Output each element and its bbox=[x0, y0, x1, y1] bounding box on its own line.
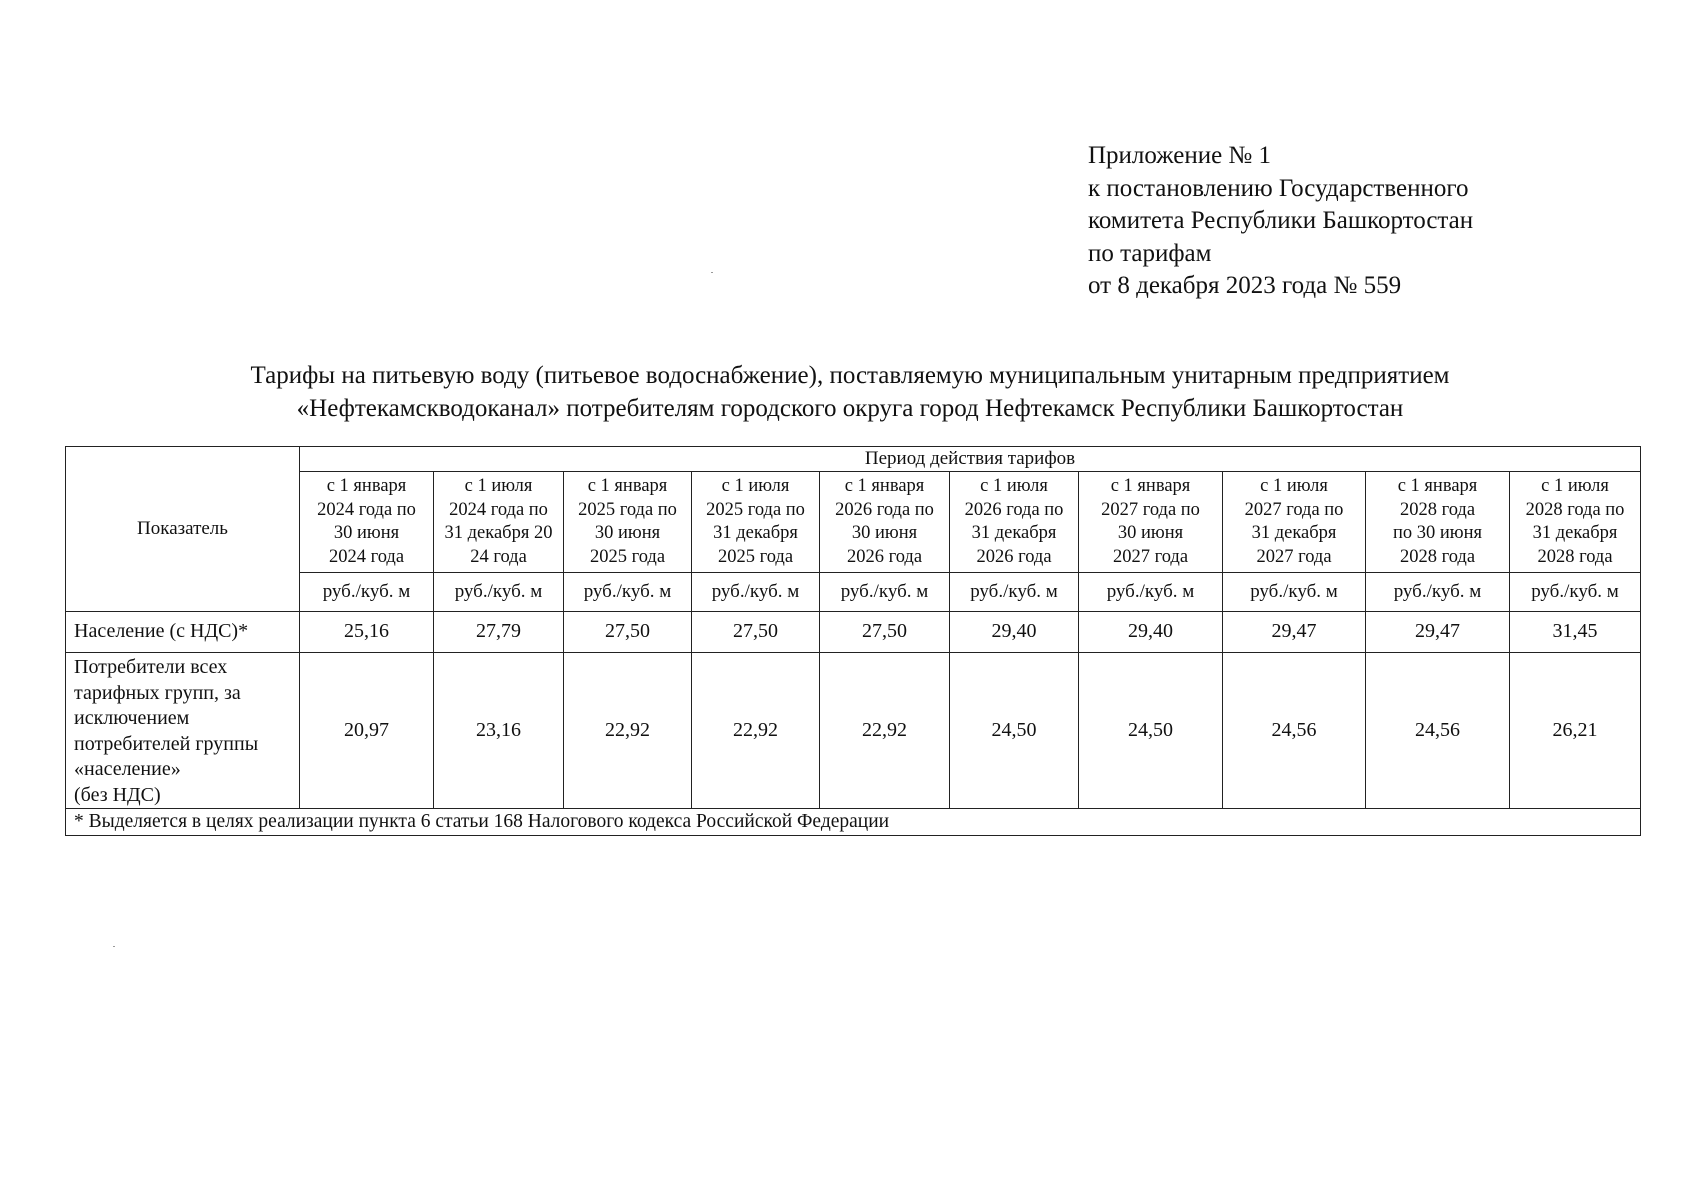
title-line: «Нефтекамскводоканал» потребителям городского округа город Нефтекамск Республики Башкортостан bbox=[296, 395, 1404, 422]
unit-cell: руб./куб. м bbox=[300, 573, 434, 612]
period-header-cell bbox=[1510, 472, 1641, 573]
period-header-cell bbox=[1366, 472, 1510, 573]
row-label-line: «население» bbox=[74, 758, 181, 780]
period-line: с 1 июля bbox=[980, 476, 1048, 496]
period-line: 31 декабря bbox=[1251, 523, 1337, 543]
tariff-value-cell: 29,47 bbox=[1223, 612, 1366, 653]
period-line: с 1 января bbox=[326, 476, 407, 496]
row-label-consumers bbox=[66, 653, 300, 809]
period-line: 30 июня bbox=[333, 523, 400, 543]
row-label-line: тарифных групп, за bbox=[74, 681, 241, 704]
period-line: 24 года bbox=[470, 546, 527, 567]
unit-row bbox=[66, 573, 1641, 612]
appendix-line: от 8 декабря 2023 года № 559 bbox=[1088, 272, 1402, 299]
period-row bbox=[66, 472, 1641, 573]
period-header-cell bbox=[564, 472, 692, 573]
period-line: 2027 года по bbox=[1101, 499, 1200, 520]
period-line: 31 декабря bbox=[713, 523, 798, 543]
document-title bbox=[60, 359, 1640, 425]
period-line: 31 декабря bbox=[971, 523, 1057, 543]
tariff-value-cell: 27,79 bbox=[434, 612, 564, 653]
period-header-cell bbox=[1223, 472, 1366, 573]
period-line: 2025 года по bbox=[578, 499, 677, 520]
period-line: с 1 июля bbox=[464, 476, 533, 496]
period-header-cell bbox=[434, 472, 564, 573]
period-line: 2027 года по bbox=[1244, 499, 1344, 520]
scan-speck bbox=[711, 272, 713, 273]
period-line: с 1 июля bbox=[1260, 476, 1328, 496]
period-line: 2027 года bbox=[1112, 546, 1189, 567]
unit-cell: руб./куб. м bbox=[1366, 573, 1510, 612]
period-line: 2026 года по bbox=[835, 499, 934, 520]
unit-cell: руб./куб. м bbox=[692, 573, 820, 612]
period-line: с 1 июля bbox=[1541, 476, 1609, 496]
tariff-value-cell: 20,97 bbox=[300, 653, 434, 809]
period-line: 2028 года по bbox=[1525, 499, 1625, 520]
period-line: 2026 года по bbox=[964, 499, 1064, 520]
table-row-population bbox=[66, 612, 1641, 653]
appendix-line: Приложение № 1 bbox=[1088, 142, 1272, 169]
period-line: с 1 января bbox=[587, 476, 668, 496]
period-line: с 1 июля bbox=[721, 476, 790, 496]
period-line: 2026 года bbox=[976, 546, 1052, 567]
unit-cell: руб./куб. м bbox=[950, 573, 1079, 612]
tariff-value-cell: 26,21 bbox=[1510, 653, 1641, 809]
appendix-line: комитета Республики Башкортостан bbox=[1088, 207, 1474, 234]
period-line: 31 декабря 20 bbox=[444, 523, 553, 543]
tariff-value-cell: 24,56 bbox=[1366, 653, 1510, 809]
row-label-population: Население (с НДС)* bbox=[66, 612, 300, 653]
unit-cell: руб./куб. м bbox=[1510, 573, 1641, 612]
period-line: с 1 января bbox=[844, 476, 925, 496]
tariff-value-cell: 24,56 bbox=[1223, 653, 1366, 809]
period-header-cell bbox=[950, 472, 1079, 573]
tariff-value-cell: 22,92 bbox=[820, 653, 950, 809]
period-line: с 1 января bbox=[1110, 476, 1191, 496]
tariff-value-cell: 27,50 bbox=[564, 612, 692, 653]
period-header-cell bbox=[1079, 472, 1223, 573]
unit-cell: руб./куб. м bbox=[434, 573, 564, 612]
period-line: 2025 года bbox=[589, 546, 666, 567]
tariff-value-cell: 29,40 bbox=[950, 612, 1079, 653]
period-line: 2028 года bbox=[1399, 546, 1476, 567]
period-line: 30 июня bbox=[1117, 523, 1184, 543]
tariff-value-cell: 24,50 bbox=[950, 653, 1079, 809]
appendix-line: к постановлению Государственного bbox=[1088, 174, 1469, 202]
period-line: 2024 года bbox=[328, 546, 405, 567]
tariff-value-cell: 29,40 bbox=[1079, 612, 1223, 653]
period-line: 30 июня bbox=[851, 523, 918, 543]
row-label-line: (без НДС) bbox=[74, 783, 161, 806]
period-line: 30 июня bbox=[594, 523, 661, 543]
period-header-cell bbox=[300, 472, 434, 573]
tariff-value-cell: 23,16 bbox=[434, 653, 564, 809]
tariff-value-cell: 29,47 bbox=[1366, 612, 1510, 653]
row-label-line: Потребители всех bbox=[74, 656, 228, 678]
unit-cell: руб./куб. м bbox=[1223, 573, 1366, 612]
period-line: 2025 года по bbox=[706, 499, 805, 520]
period-line: 2025 года bbox=[717, 546, 794, 567]
period-line: 2026 года bbox=[846, 546, 923, 567]
tariff-table bbox=[65, 446, 1641, 836]
tariff-value-cell: 24,50 bbox=[1079, 653, 1223, 809]
title-line: Тарифы на питьевую воду (питьевое водоснабжение), поставляемую муниципальным унитарным предприятием bbox=[250, 362, 1450, 389]
period-line: 2024 года по bbox=[449, 499, 548, 520]
appendix-block bbox=[1088, 140, 1473, 303]
row-label-line: потребителей группы bbox=[74, 732, 259, 755]
period-line: 2028 года bbox=[1399, 499, 1476, 520]
period-line: с 1 января bbox=[1397, 476, 1478, 496]
period-line: 2024 года по bbox=[317, 499, 416, 520]
tariff-value-cell: 27,50 bbox=[692, 612, 820, 653]
tariff-value-cell: 27,50 bbox=[820, 612, 950, 653]
unit-cell: руб./куб. м bbox=[1079, 573, 1223, 612]
unit-cell: руб./куб. м bbox=[564, 573, 692, 612]
footnote: * Выделяется в целях реализации пункта 6 статьи 168 Налогового кодекса Российской Федерации bbox=[66, 809, 1641, 836]
period-line: 2027 года bbox=[1256, 546, 1332, 567]
scan-speck bbox=[113, 946, 115, 947]
tariff-value-cell: 22,92 bbox=[692, 653, 820, 809]
table-row-consumers bbox=[66, 653, 1641, 809]
period-header-cell bbox=[820, 472, 950, 573]
tariff-value-cell: 25,16 bbox=[300, 612, 434, 653]
period-line: 31 декабря bbox=[1532, 523, 1618, 543]
tariff-value-cell: 22,92 bbox=[564, 653, 692, 809]
period-line: по 30 июня bbox=[1392, 523, 1483, 543]
row-label-line: исключением bbox=[74, 707, 190, 729]
unit-cell: руб./куб. м bbox=[820, 573, 950, 612]
tariff-value-cell: 31,45 bbox=[1510, 612, 1641, 653]
appendix-line: по тарифам bbox=[1088, 239, 1212, 267]
period-line: 2028 года bbox=[1537, 546, 1613, 567]
period-header-cell bbox=[692, 472, 820, 573]
period-header: Период действия тарифов bbox=[300, 447, 1641, 472]
indicator-header: Показатель bbox=[66, 447, 300, 612]
